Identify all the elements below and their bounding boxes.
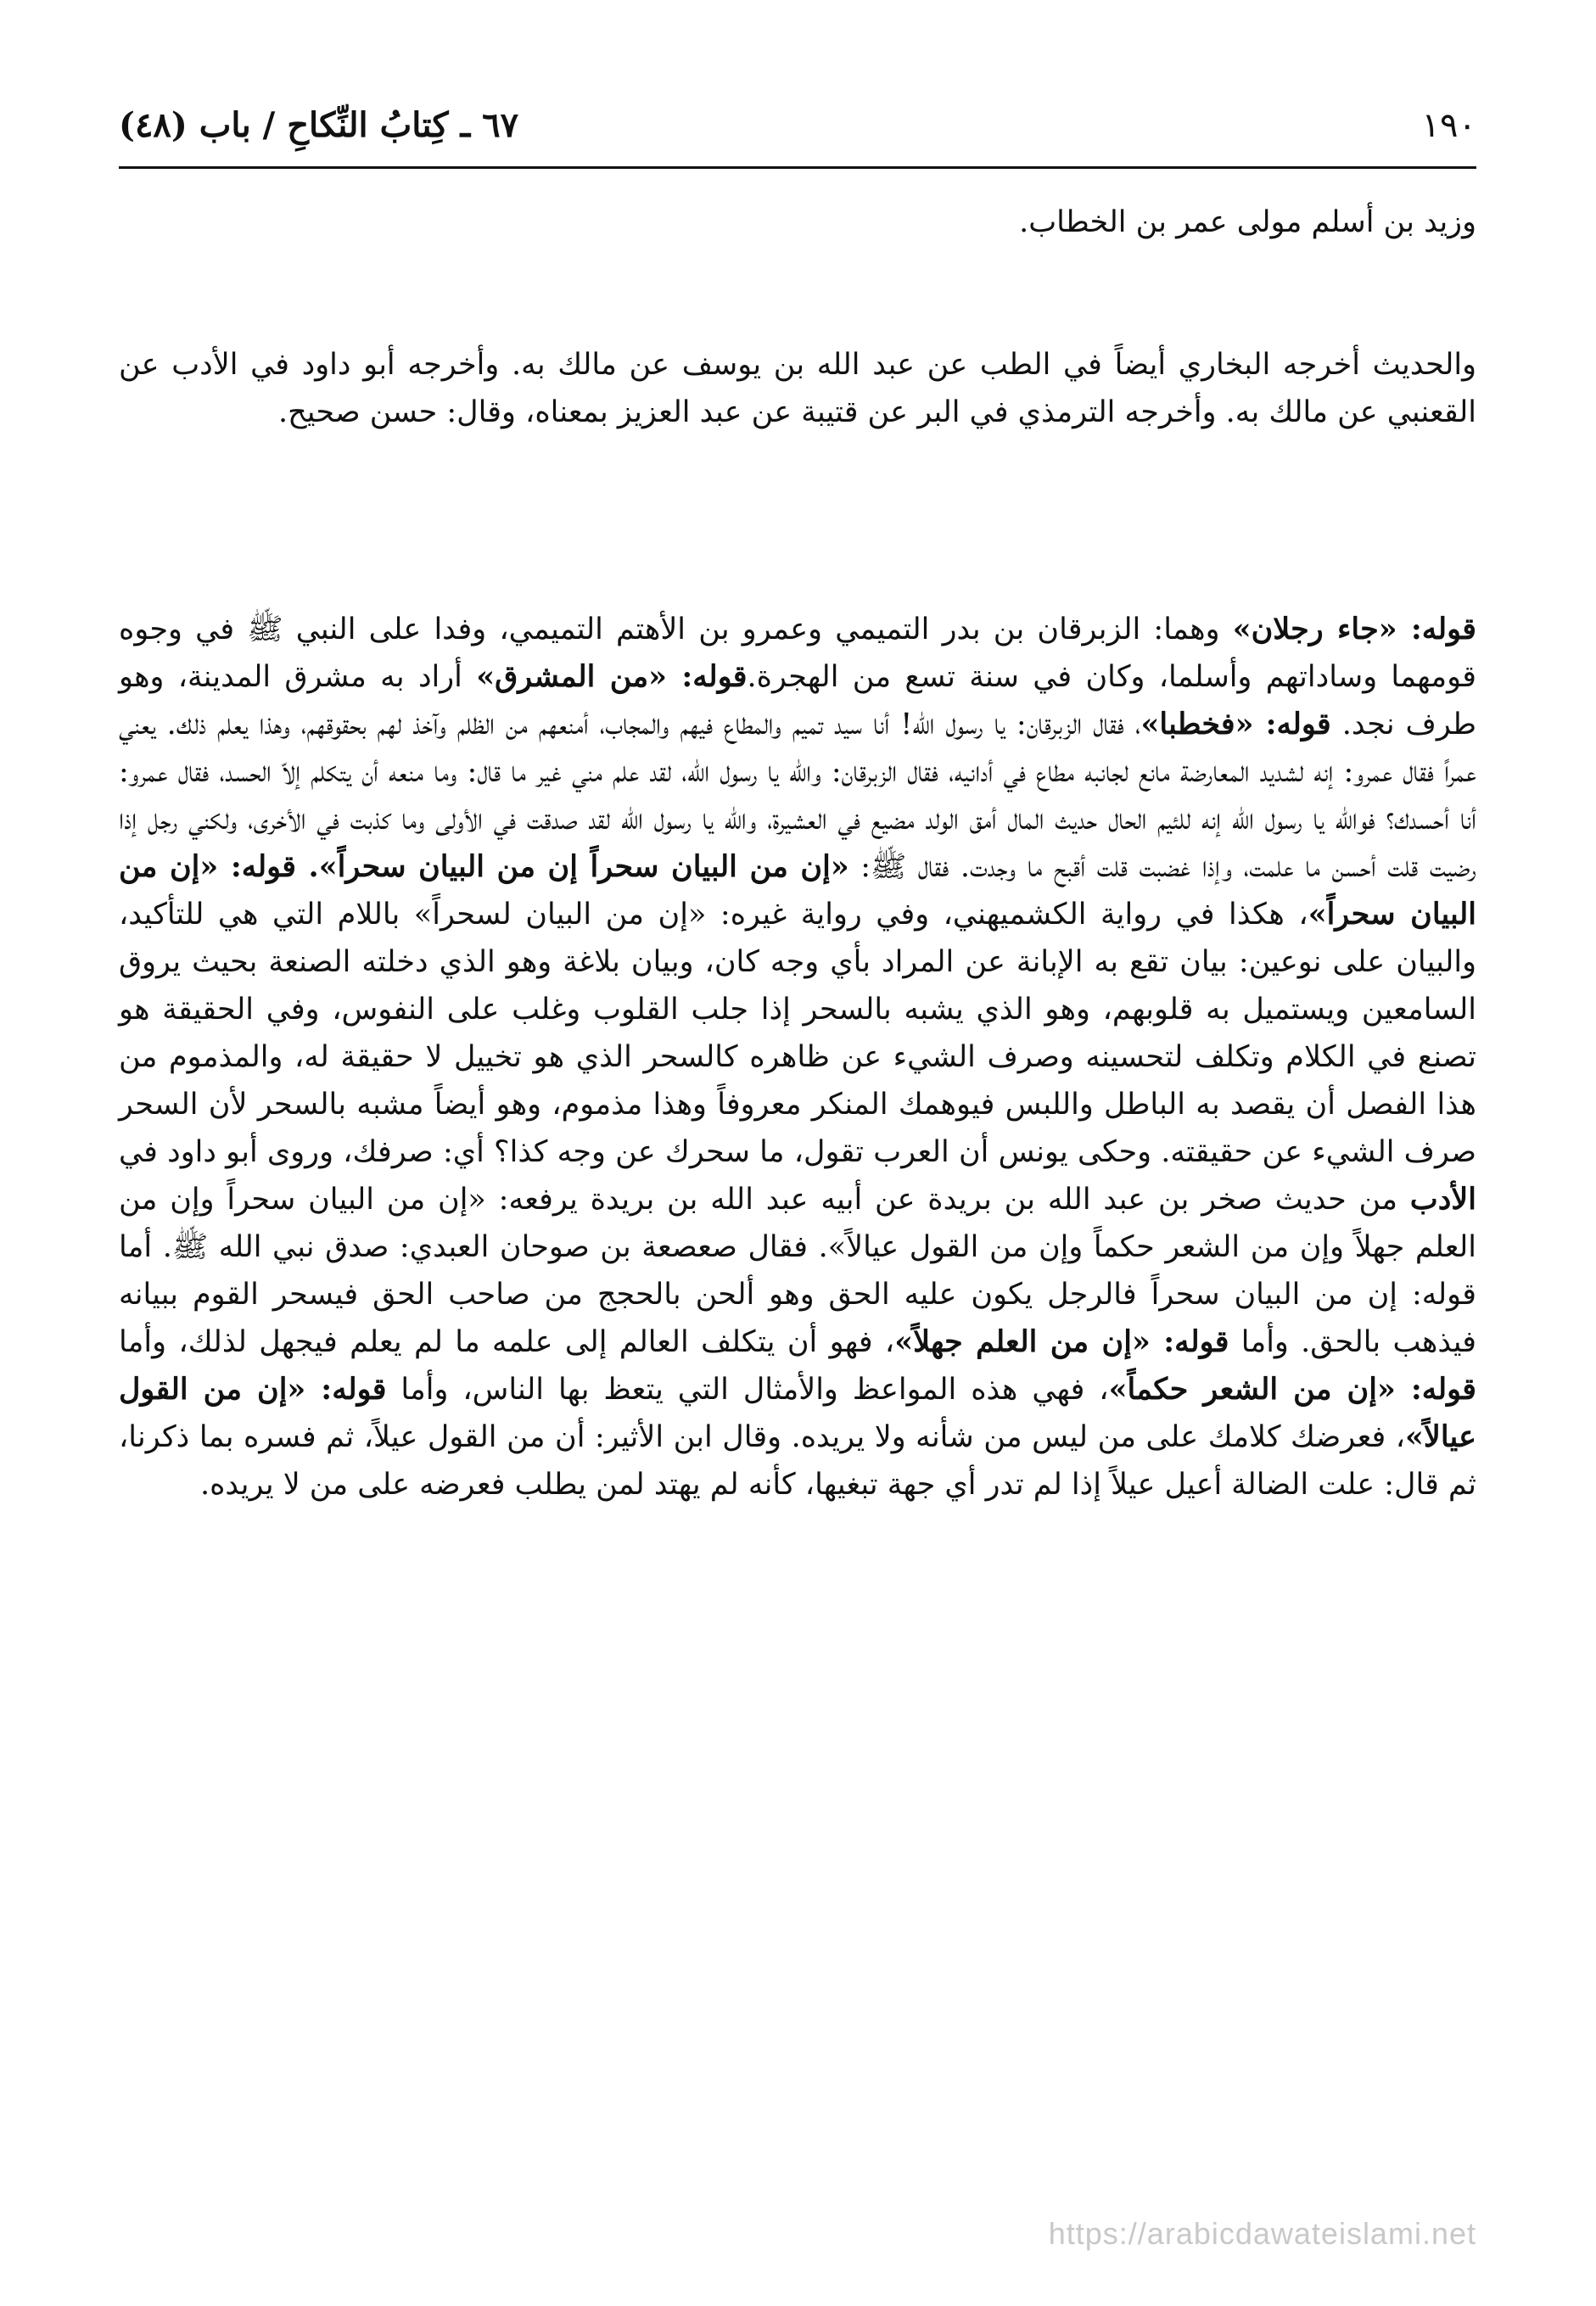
paragraph-commentary: [119, 606, 1476, 1508]
watermark-url: https://arabicdawateislami.net: [1048, 2216, 1476, 2251]
commentary-segment: قوله: «من المشرق»: [476, 659, 748, 694]
commentary-segment: قوله: «فخطبا»: [1140, 707, 1331, 742]
commentary-segment: من حديث صخر بن عبد الله بن بريدة عن أبيه عبد الله بن بريدة يرفعه: «إن من البيان سحراً وإن من العلم جهلاً وإن من الشعر حكماً وإن من القول عيالاً». فقال صعصعة بن صوحان العبدي: صدق نبي الله ﷺ. أما قوله: إن من البيان سحراً فالرجل يكون عليه الحق وهو ألحن بالحجج من صاحب الحق فيسحر القوم ببيانه فيذهب بالحق. وأما: [119, 1183, 1477, 1359]
paragraph-narrators: وزيد بن أسلم مولى عمر بن الخطاب.: [1019, 205, 1476, 239]
commentary-segment: وهما: الزبرقان بن بدر التميمي وعمرو بن الأهتم التميمي، وفدا على النبي ﷺ في وجوه قومهما وساداتهم وأسلما، وكان في سنة تسع من الهجرة.: [119, 613, 1476, 694]
commentary-segment: الأدب: [1409, 1182, 1476, 1217]
commentary-segment: «إن من البيان سحراً إن من البيان سحراً». قوله: «إن من البيان سحراً»: [119, 849, 1476, 932]
commentary-segment: قوله: «إن من الشعر حكماً»: [1108, 1372, 1476, 1407]
header-divider: [119, 166, 1476, 169]
commentary-segment: أراد به مشرق المدينة، وهو طرف نجد.: [119, 660, 1476, 742]
commentary-segment: ، فعرضك كلامك على من ليس من شأنه ولا يريده. وقال ابن الأثير: أن من القول عيلاً، ثم فسره بما ذكرنا، ثم قال: علت الضالة أعيل عيلاً إذا لم تدر أي جهة تبغيها، كأنه لم يهتد لمن يطلب فعرضه على من لا يريده.: [119, 1420, 1476, 1502]
commentary-segment: قوله: «إن من القول عيالاً»: [119, 1372, 1476, 1454]
commentary-segment: ، فهو أن يتكلف العالم إلى علمه ما لم يعلم فيجهل لذلك، وأما: [119, 1325, 895, 1359]
commentary-segment: ، فقال الزبرقان: يا رسول الله! أنا سيد تميم والمطاع فيهم والمجاب، أمنعهم من الظلم وآخذ لهم بحقوقهم، وهذا يعلم ذلك. يعني عمراً فقال عمرو: إنه لشديد المعارضة مانع لجانبه مطاع في أدانيه، فقال الزبرقان: والله يا رسول الله، لقد علم مني غير ما قال: وما منعه أن يتكلم إلاّ الحسد، فقال عمرو: أنا أحسدك؟ فوالله يا رسول الله إنه للئيم الحال حديث المال أمق الولد مضيع في العشيرة، والله يا رسول الله لقد صدقت في الأولى وما كذبت في الأخرى، ولكني رجل إذا رضيت قلت أحسن ما علمت، وإذا غضبت قلت أقبح ما وجدت. فقال ﷺ:: [119, 708, 1476, 884]
commentary-segment: قوله: «جاء رجلان»: [1232, 612, 1476, 646]
page-header: [119, 100, 1476, 151]
commentary-segment: ، فهي هذه المواعظ والأمثال التي يتعظ بها الناس، وأما: [386, 1373, 1109, 1407]
running-title: ٦٧ ـ كِتابُ النِّكاحِ / باب (٤٨): [119, 105, 519, 145]
commentary-segment: ، هكذا في رواية الكشميهني، وفي رواية غيره: «إن من البيان لسحراً» باللام التي هي للتأكيد، والبيان على نوعين: بيان تقع به الإبانة عن المراد بأي وجه كان، وبيان بلاغة وهو الذي دخلته الصنعة بحيث يروق السامعين ويستميل به قلوبهم، وهو الذي يشبه بالسحر إذا جلب القلوب وغلب على النفوس، وفي الحقيقة هو تصنع في الكلام وتكلف لتحسينه وصرف الشيء عن ظاهره كالسحر الذي هو تخييل لا حقيقة له، والمذموم من هذا الفصل أن يقصد به الباطل واللبس فيوهمك المنكر معروفاً وهذا مذموم، وهو أيضاً مشبه بالسحر لأن السحر صرف الشيء عن حقيقته. وحكى يونس أن العرب تقول، ما سحرك عن وجه كذا؟ أي: صرفك، وروى أبو داود في: [119, 898, 1476, 1169]
paragraph-hadith-sources: والحديث أخرجه البخاري أيضاً في الطب عن عبد الله بن يوسف عن مالك به. وأخرجه أبو داود في الأدب عن القعنبي عن مالك به. وأخرجه الترمذي في البر عن قتيبة عن عبد العزيز بمعناه، وقال: حسن صحيح.: [119, 348, 1476, 429]
page-number: ١٩٠: [1421, 106, 1476, 145]
commentary-segment: قوله: «إن من العلم جهلاً»: [894, 1324, 1229, 1359]
